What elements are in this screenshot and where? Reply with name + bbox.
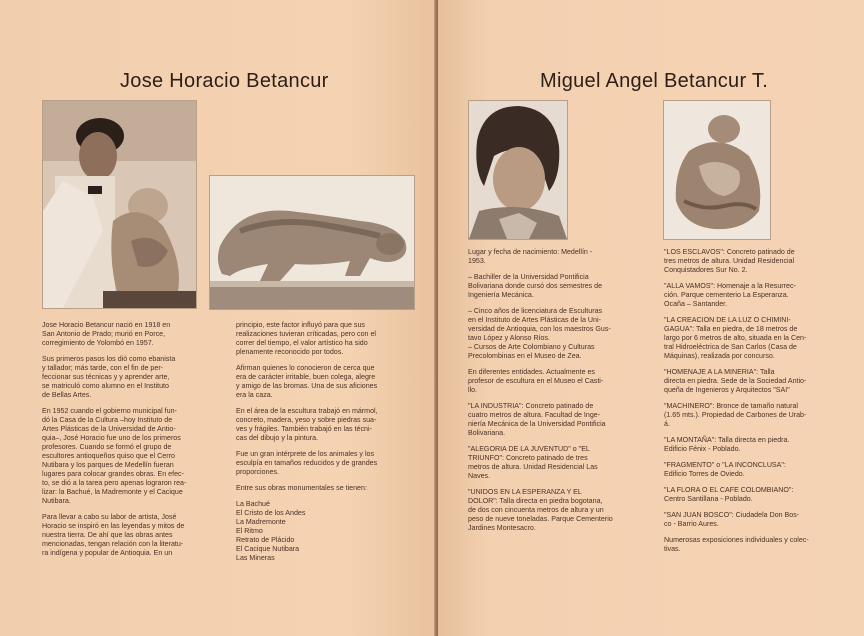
bio-paragraph: Jose Horacio Betancur nació en 1918 en San Antonio de Prado; murió en Porce, corregimiento de Yolombó en 1957. (42, 321, 171, 347)
sculpture-photo-jaguar (209, 175, 415, 310)
bio-paragraph: Afirman quienes lo conocieron de cerca que era de carácter irritable, buen colega, alegre y amigo de las bromas. Una de sus aficiones era la caza. (236, 364, 378, 399)
work-item: El Cacique Nutibara (236, 545, 300, 553)
work-item: El Ritmo (236, 527, 263, 535)
work-entry: "SAN JUAN BOSCO": Ciudadela Don Bos- co - Barrio Aures. (664, 511, 800, 528)
work-item: Retrato de Plácido (236, 536, 295, 544)
work-entry: "UNIDOS EN LA ESPERANZA Y EL DOLOR": Talla directa en piedra bogotana, de dos con cincuenta metros de altura y un peso de nueve toneladas. Parque Cementerio Jardines Montesacro. (468, 488, 613, 532)
bio-text-column-1 (42, 321, 220, 565)
bio-paragraph: – Cinco años de licenciatura de Esculturas en el Instituto de Artes Plásticas de la Uni- versidad de Antioquia, con los maestros Gus- tavo López y Alonso Ríos. – Cursos de Arte Colombiano y Culturas Precolombinas en el Museo de Zea. (468, 307, 611, 360)
work-entry: "MACHINERO": Bronce de tamaño natural (1.65 mts.). Propiedad de Carbones de Urab- á. (664, 402, 807, 428)
work-entry: "HOMENAJE A LA MINERIA": Talla directa en piedra. Sede de la Sociedad Antio- queña de Ingenieros y Arquitectos "SAI" (664, 368, 807, 394)
portrait-photo-art (43, 101, 196, 308)
bio-paragraph: En el área de la escultura trabajó en mármol, concreto, madera, yeso y sobre piedras sua- ves y frágiles. También trabajó en las técni- cas del dibujo y la pintura. (236, 407, 378, 442)
stone-sculpture-art (664, 101, 770, 239)
sculpture-photo-miguel-angel (663, 100, 771, 240)
page-title-jose-horacio: Jose Horacio Betancur (120, 70, 329, 92)
works-list (236, 500, 416, 563)
portrait-photo-jose-horacio (42, 100, 197, 309)
work-entry: "ALLA VAMOS": Homenaje a la Resurrec- ción. Parque cementerio La Esperanza. Ocaña – Santander. (664, 282, 796, 308)
bio-text-column-2 (236, 321, 416, 563)
bio-paragraph: En diferentes entidades. Actualmente es profesor de escultura en el Museo el Casti- llo. (468, 368, 604, 394)
page-title-miguel-angel: Miguel Angel Betancur T. (540, 70, 769, 92)
work-entry: "FRAGMENTO" o "LA INCONCLUSA": Edificio Torres de Oviedo. (664, 461, 786, 478)
portrait-photo-art (469, 101, 567, 239)
work-item: Las Mineras (236, 554, 275, 562)
work-entry: "LA MONTAÑA": Talla directa en piedra. Edificio Fénix - Poblado. (664, 436, 790, 453)
bio-paragraph: Para llevar a cabo su labor de artista, José Horacio se inspiró en las leyendas y mitos de nuestra tierra. De ahí que las obras antes mencionadas, tengan relación con la literatu- ra indígena y popular de Antioquia. En un (42, 513, 185, 557)
work-entry: "LA INDUSTRIA": Concreto patinado de cuatro metros de altura. Facultad de Inge- niería Mecánica de la Universidad Pontificia Bolivariana. (468, 402, 606, 437)
work-entry: "ALEGORIA DE LA JUVENTUD" o "EL TRIUNFO": Concreto patinado de tres metros de altura. Unidad Residencial Las Naves. (468, 445, 598, 480)
bio-paragraph: Lugar y fecha de nacimiento: Medellín - 1953. (468, 248, 593, 265)
bio-paragraph: En 1952 cuando el gobierno municipal fun- dó la Casa de la Cultura –hoy Instituto de Artes Plásticas de la Universidad de Antio- quia–, José Horacio fue uno de los primeros profesores. Cuando se formó el grupo de escultores antioqueños quiso que el Cerro Nutibara y los parques de Medellín fueran lugares para colocar grandes obras. En efec- to, se dió a la tarea pero apenas lograron rea- lizar: la Bachué, la Madremonte y el Cacique Nutibara. (42, 407, 187, 505)
works-text-column-2 (664, 248, 844, 561)
work-entry: "LOS ESCLAVOS": Concreto patinado de tres metros de altura. Unidad Residencial Conquistadores Sur No. 2. (664, 248, 795, 274)
work-entry: "LA FLORA O EL CAFE COLOMBIANO": Centro Santillana - Poblado. (664, 486, 794, 503)
bio-paragraph: Entre sus obras monumentales se tienen: (236, 484, 367, 492)
right-page (438, 0, 864, 636)
bio-paragraph: – Bachiller de la Universidad Pontificia Bolivariana donde cursó dos semestres de Ingeniería Mecánica. (468, 273, 603, 299)
work-entry: Numerosas exposiciones individuales y colec- tivas. (664, 536, 809, 553)
bio-paragraph: Fue un gran intérprete de los animales y los esculpía en tamaños reducidos y de grandes proporciones. (236, 450, 378, 476)
work-item: La Bachué (236, 500, 270, 508)
bio-paragraph: Sus primeros pasos los dió como ebanista y tallador; más tarde, con el fin de per- feccionar sus técnicas y y aprender arte, se matriculó como alumno en el Instituto de Bellas Artes. (42, 355, 176, 399)
work-entry: "LA CREACION DE LA LUZ O CHIMINI- GAGUA": Talla en piedra, de 18 metros de largo por 6 metros de alto, situada en la Cen- tral Hidroeléctrica de San Carlos (Casa de Máquinas), realizada por concurso. (664, 316, 807, 360)
bio-paragraph: principio, este factor influyó para que sus realizaciones tuvieran críticadas, pero con el correr del tiempo, el valor artístico ha sido plenamente reconocido por todos. (236, 321, 376, 356)
jaguar-sculpture-art (210, 176, 414, 309)
portrait-photo-miguel-angel (468, 100, 568, 240)
work-item: El Cristo de los Andes (236, 509, 306, 517)
work-item: La Madremonte (236, 518, 286, 526)
bio-text-column-1 (468, 248, 646, 540)
